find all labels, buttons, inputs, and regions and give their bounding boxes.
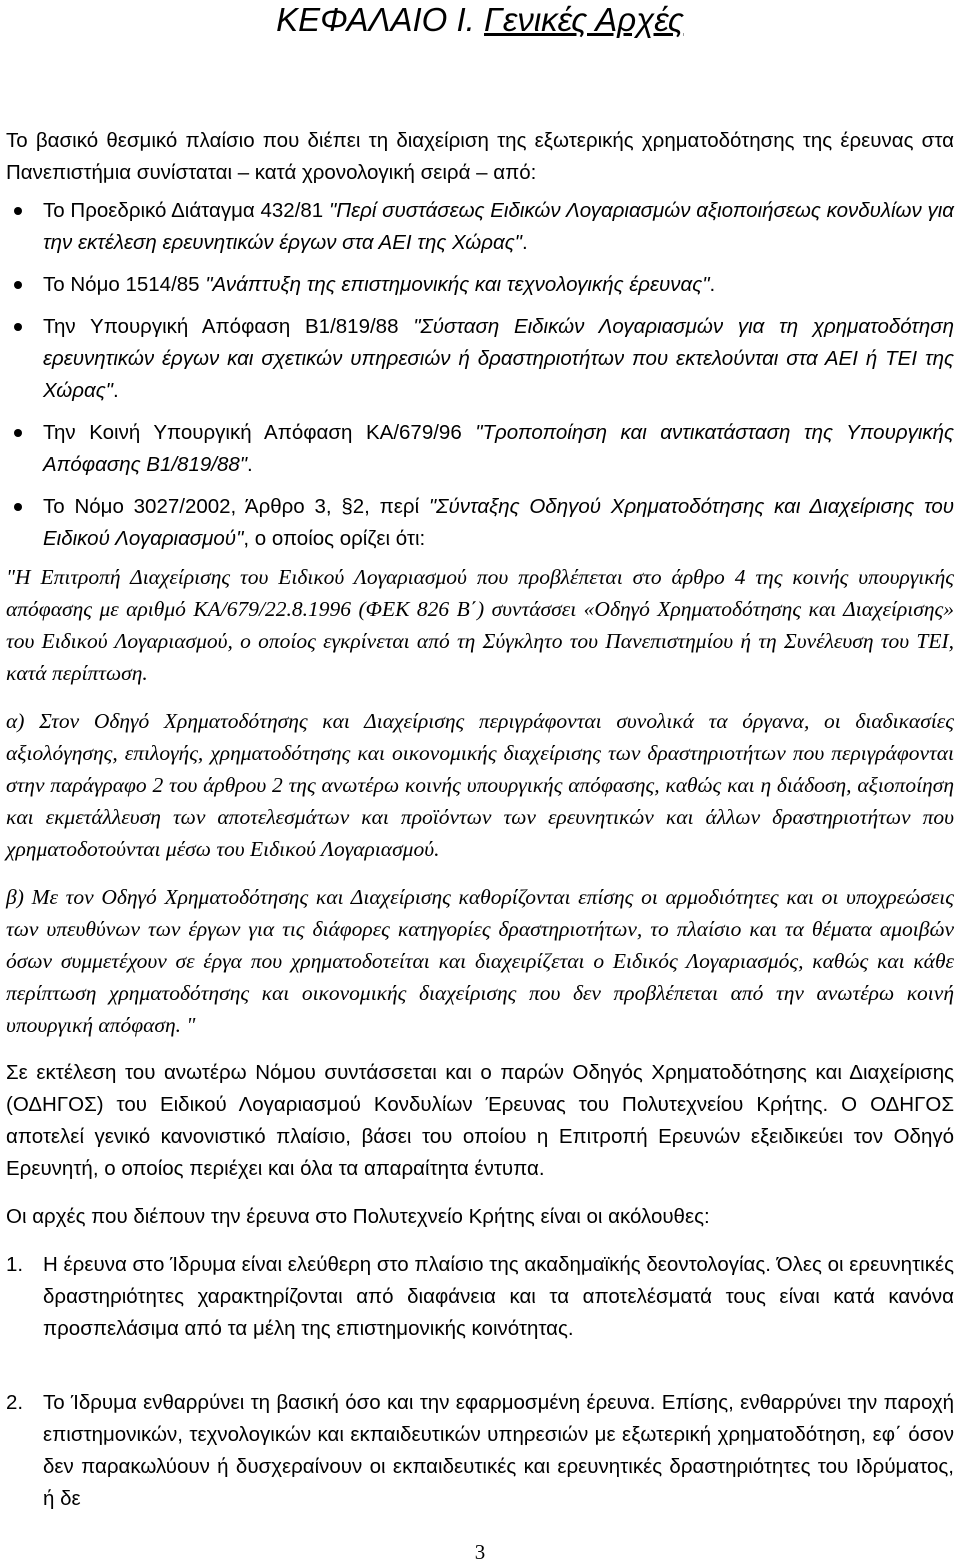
- quote-paragraph-a: α) Στον Οδηγό Χρηματοδότησης και Διαχείρισης περιγράφονται συνολικά τα όργανα, οι διαδικασίες αξιολόγησης, επιλογής, χρηματοδότησης και οικονομικής διαχείρισης των δραστηριοτήτων που περιγράφονται στην παράγραφο 2 του άρθρου 2 της ανωτέρω κοινής υπουργικής απόφασης, καθώς και η διάδοση, αξιοποίηση και εκμετάλλευση των αποτελεσμάτων και προϊόντων των ερευνητικών και άλλων δραστηριοτήτων που χρηματοδοτούνται μέσω του Ειδικού Λογαριασμού.: [6, 709, 954, 861]
- chapter-title-prefix: ΚΕΦΑΛΑΙΟ Ι.: [276, 1, 485, 38]
- principle-item: [6, 1249, 954, 1345]
- principle-text: Το Ίδρυμα ενθαρρύνει τη βασική όσο και την εφαρμοσμένη έρευνα. Επίσης, ενθαρρύνει την παροχή επιστημονικών, τεχνολογικών και εκπαιδευτικών υπηρεσιών με εξωτερική χρηματοδότηση, εφ΄ όσον δεν παρακωλύουν ή δυσχεραίνουν οι εκπαιδευτικές και ερευνητικές δραστηριότητες του Ιδρύματος, ή δε: [43, 1391, 954, 1510]
- legal-basis-title: "Σύνταξης Οδηγού Χρηματοδότησης και Διαχείρισης του Ειδικού Λογαριασμού": [43, 495, 954, 550]
- intro-paragraph: Το βασικό θεσμικό πλαίσιο που διέπει τη διαχείριση της εξωτερικής χρηματοδότησης της έρευνας στα Πανεπιστήμια συνίσταται – κατά χρονολογική σειρά – από:: [6, 129, 954, 184]
- principle-number: 2.: [6, 1391, 24, 1414]
- document-body: [6, 125, 954, 1515]
- legal-basis-item: [6, 195, 954, 259]
- legal-basis-title: "Ανάπτυξη της επιστημονικής και τεχνολογικής έρευνας": [205, 273, 710, 296]
- legal-basis-suffix: .: [247, 453, 253, 476]
- quote-paragraph-main: "Η Επιτροπή Διαχείρισης του Ειδικού Λογαριασμού που προβλέπεται στο άρθρο 4 της κοινής υπουργικής απόφασης με αριθμό ΚΑ/679/22.8.1996 (ΦΕΚ 826 Β΄) συντάσσει «Οδηγό Χρηματοδότησης και Διαχείρισης» του Ειδικού Λογαριασμού, ο οποίος εγκρίνεται από τη Σύγκλητο του Πανεπιστημίου ή τη Συνέλευση του ΤΕΙ, κατά περίπτωση.: [6, 565, 954, 685]
- legal-basis-item: [6, 491, 954, 555]
- principles-intro: Οι αρχές που διέπουν την έρευνα στο Πολυτεχνείο Κρήτης είναι οι ακόλουθες:: [6, 1205, 710, 1228]
- legal-basis-suffix: .: [709, 273, 716, 296]
- execution-paragraph: Σε εκτέλεση του ανωτέρω Νόμου συντάσσεται και ο παρών Οδηγός Χρηματοδότησης και Διαχείρισης (ΟΔΗΓΟΣ) του Ειδικού Λογαριασμού Κονδυλίων Έρευνας του Πολυτεχνείου Κρήτης. Ο ΟΔΗΓΟΣ αποτελεί γενικό κανονιστικό πλαίσιο, βάσει του οποίου η Επιτροπή Ερευνών εξειδικεύει τον Οδηγό Ερευνητή, ο οποίος περιέχει και όλα τα απαραίτητα έντυπα.: [6, 1061, 954, 1180]
- legal-basis-item: [6, 269, 954, 301]
- legal-basis-text: Την Υπουργική Απόφαση Β1/819/88: [43, 315, 414, 338]
- legal-basis-suffix: , ο οποίος ορίζει ότι:: [243, 527, 426, 550]
- legal-basis-suffix: .: [521, 231, 528, 254]
- legal-basis-text: Το Νόμο 1514/85: [43, 273, 206, 296]
- legal-basis-text: Το Προεδρικό Διάταγμα 432/81: [43, 199, 329, 222]
- legal-basis-title: "Σύσταση Ειδικών Λογαριασμών για τη χρηματοδότηση ερευνητικών έργων και σχετικών υπηρεσιών ή δραστηριοτήτων που εκτελούνται στα ΑΕΙ ή ΤΕΙ της Χώρας": [43, 315, 954, 402]
- chapter-title-underlined: Γενικές Αρχές: [484, 1, 684, 38]
- chapter-title: [0, 0, 960, 40]
- legal-basis-text: Την Κοινή Υπουργική Απόφαση ΚΑ/679/96: [43, 421, 476, 444]
- legal-basis-text: Το Νόμο 3027/2002, Άρθρο 3, §2, περί: [43, 495, 429, 518]
- principle-number: 1.: [6, 1253, 24, 1276]
- legal-basis-title: "Τροποποίηση και αντικατάσταση της Υπουργικής Απόφασης Β1/819/88": [43, 421, 955, 476]
- legal-basis-item: [6, 417, 954, 481]
- principle-item: [6, 1387, 954, 1515]
- page-number: 3: [474, 1540, 486, 1564]
- legal-basis-item: [6, 311, 954, 407]
- quote-paragraph-b: β) Με τον Οδηγό Χρηματοδότησης και Διαχείρισης καθορίζονται επίσης οι αρμοδιότητες και οι υποχρεώσεις των υπευθύνων των έργων για τις διάφορες κατηγορίες δραστηριοτήτων, το πλαίσιο και τα θέματα αμοιβών όσων συμμετέχουν σε έργα που χρηματοδοτείται και διαχειρίζεται ο Ειδικός Λογαριασμός, καθώς και κάθε περίπτωση χρηματοδότησης και οικονομικής διαχείρισης που δεν προβλέπεται από την ανωτέρω κοινή υπουργική απόφαση. ": [6, 885, 954, 1037]
- legal-basis-title: "Περί συστάσεως Ειδικών Λογαριασμών αξιοποιήσεως κονδυλίων για την εκτέλεση ερευνητικών έργων στα ΑΕΙ της Χώρας": [43, 199, 954, 254]
- principle-text: Η έρευνα στο Ίδρυμα είναι ελεύθερη στο πλαίσιο της ακαδημαϊκής δεοντολογίας. Όλες οι ερευνητικές δραστηριότητες χαρακτηρίζονται από διαφάνεια και τα αποτελέσματά τους είναι κατά κανόνα προσπελάσιμα από τα μέλη της επιστημονικής κοινότητας.: [43, 1253, 954, 1340]
- legal-basis-suffix: .: [112, 379, 119, 402]
